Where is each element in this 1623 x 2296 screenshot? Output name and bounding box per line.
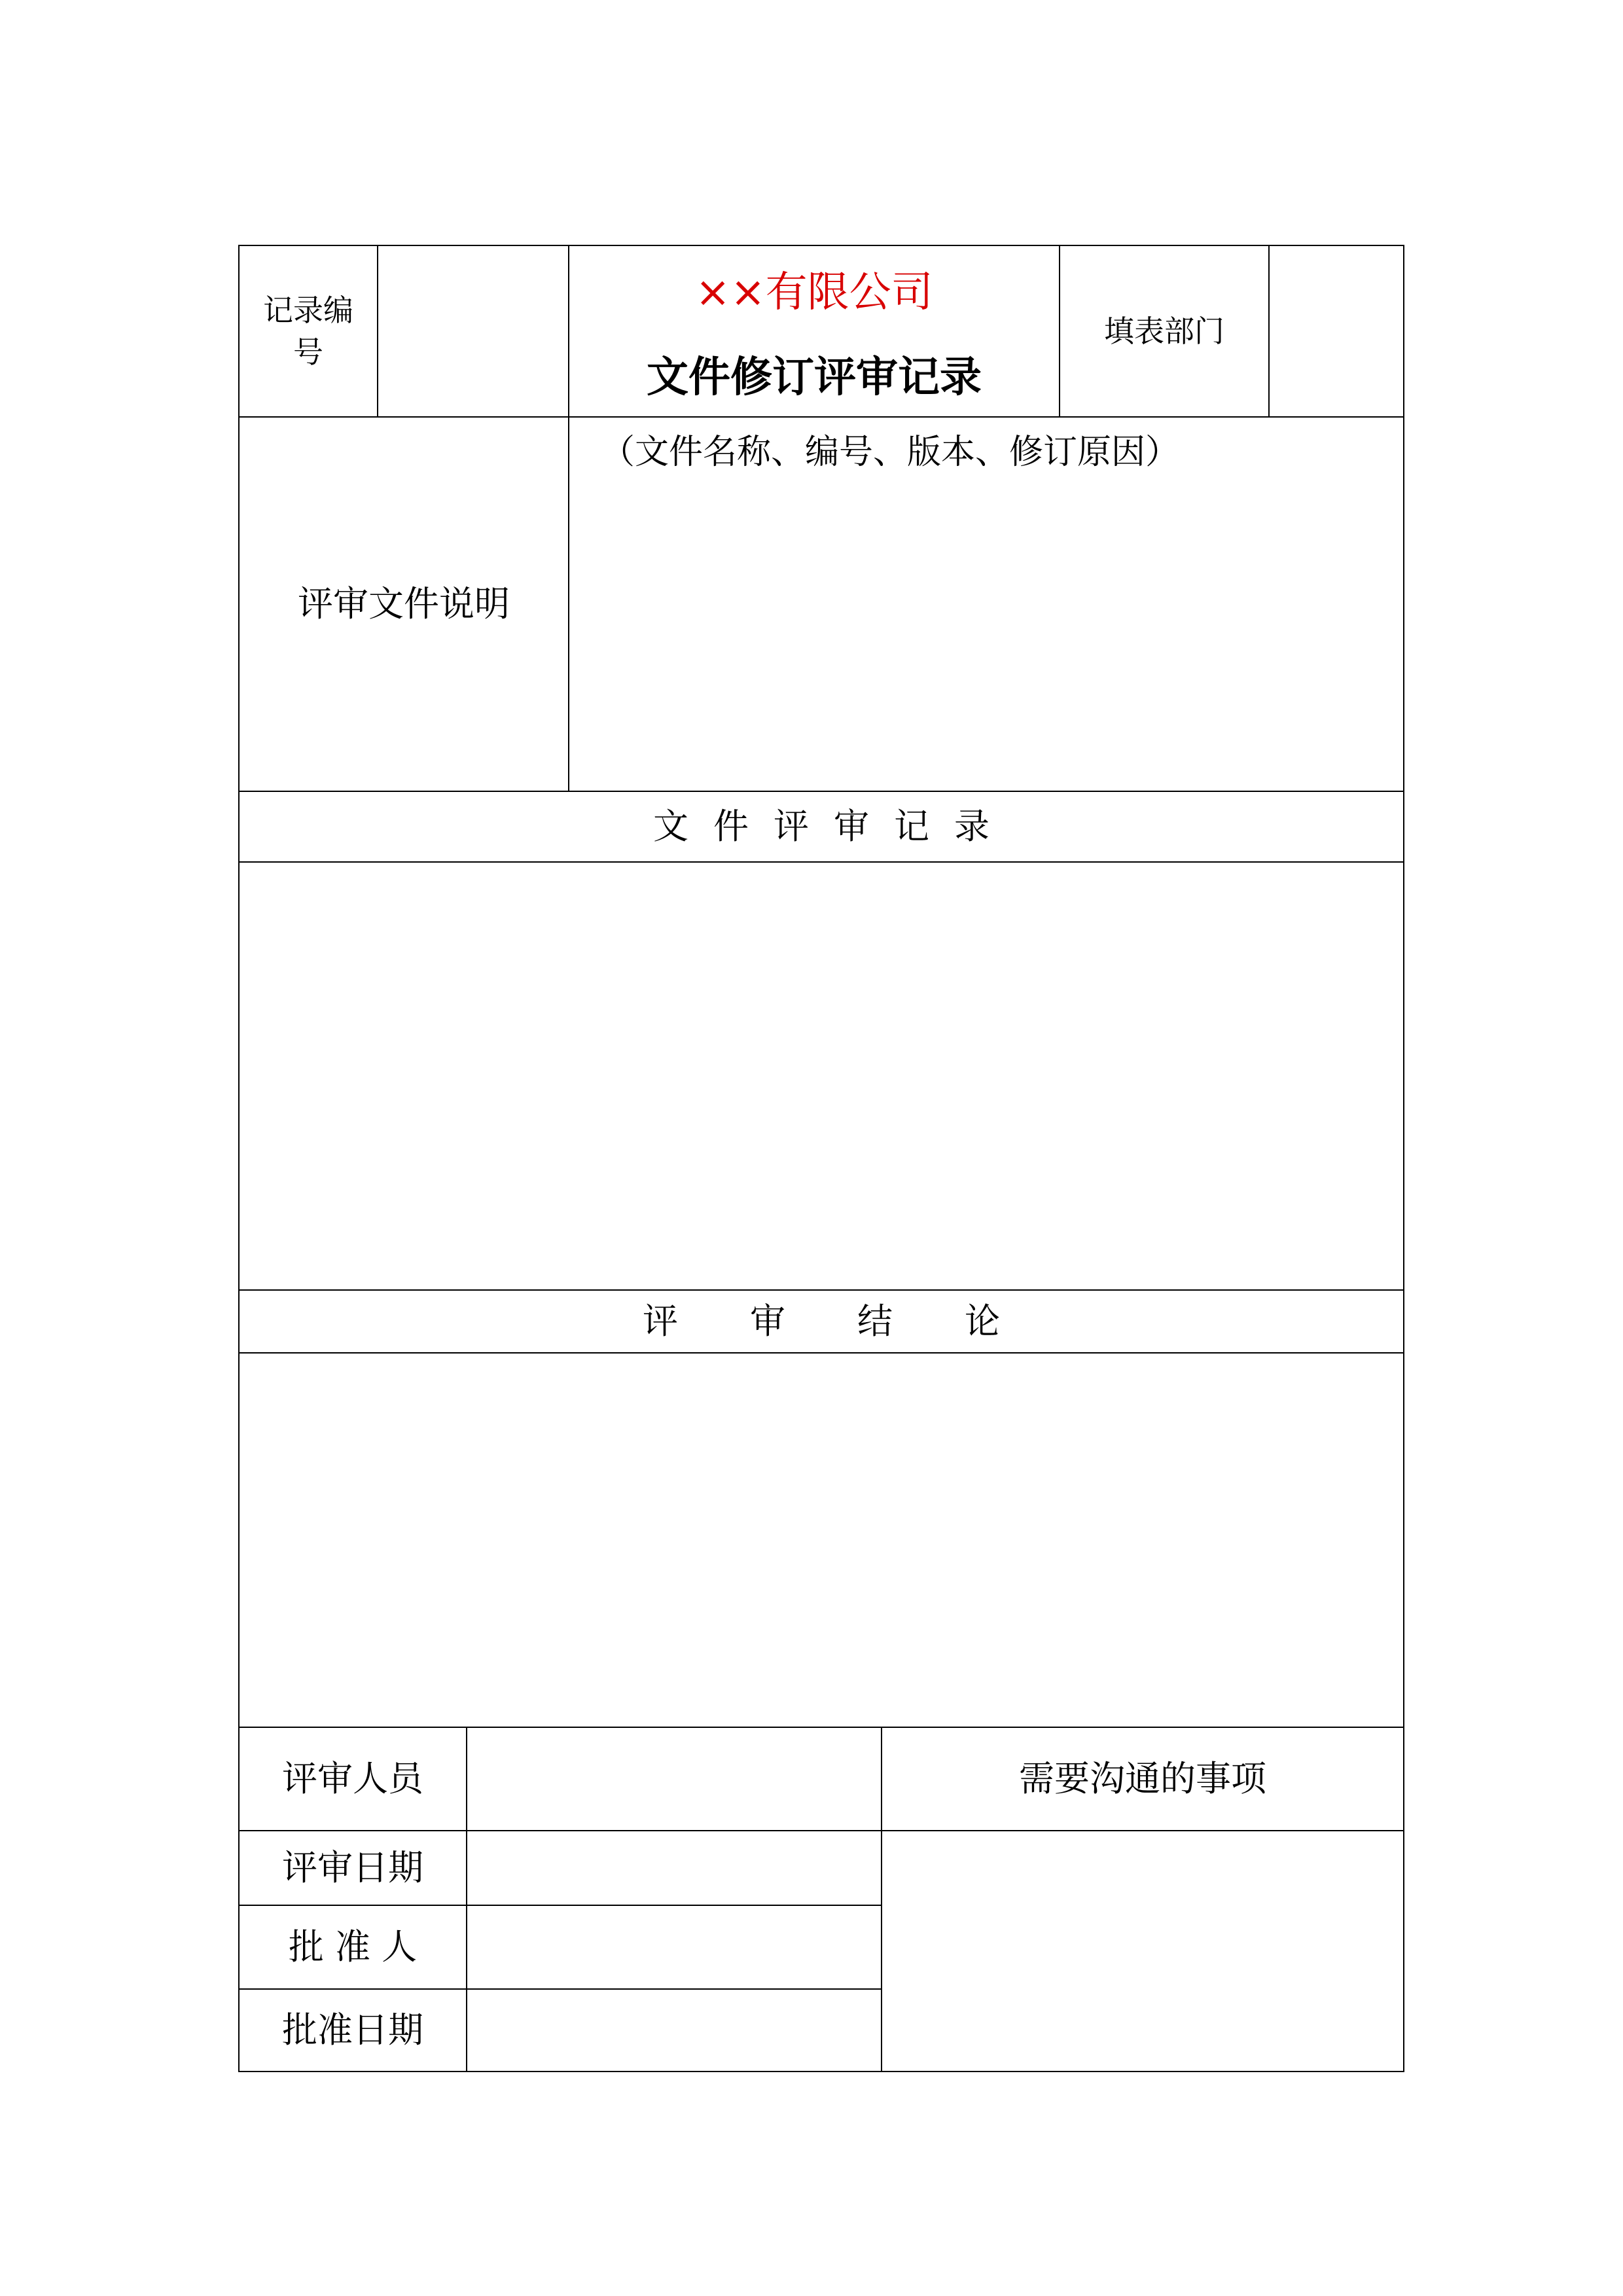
review-date-field[interactable] xyxy=(466,1830,882,1906)
description-label: 评审文件说明 xyxy=(298,583,510,624)
document-title: 文件修订评审记录 xyxy=(647,353,982,402)
conclusion-content-field[interactable] xyxy=(238,1352,1404,1728)
approver-label-cell xyxy=(238,1905,467,1990)
approval-date-field[interactable] xyxy=(466,1988,882,2072)
company-name: ××有限公司 xyxy=(695,268,933,317)
approval-date-label: 批准日期 xyxy=(282,2009,423,2051)
dept-label-cell xyxy=(1059,245,1270,418)
description-label-cell xyxy=(238,416,569,792)
reviewers-label-cell xyxy=(238,1727,467,1831)
conclusion-heading: 评审结论 xyxy=(643,1300,1072,1342)
review-section-heading: 文件评审记录 xyxy=(653,805,1014,847)
description-hint: （文件名称、编号、版本、修订原因） xyxy=(601,433,1180,472)
review-date-label-cell xyxy=(238,1830,467,1906)
reviewers-field[interactable] xyxy=(466,1727,882,1831)
dept-label: 填表部门 xyxy=(1104,313,1224,349)
communication-label: 需要沟通的事项 xyxy=(1019,1757,1266,1799)
review-content-field[interactable] xyxy=(238,861,1404,1291)
approval-date-label-cell xyxy=(238,1988,467,2072)
communication-label-cell xyxy=(881,1727,1404,1831)
dept-field[interactable] xyxy=(1268,245,1404,418)
description-field[interactable] xyxy=(568,416,1404,792)
record-no-label-cell xyxy=(238,245,378,418)
record-no-field[interactable] xyxy=(377,245,569,418)
approver-field[interactable] xyxy=(466,1905,882,1990)
record-no-label: 记录编号 xyxy=(263,292,353,370)
title-cell xyxy=(568,245,1060,418)
review-section-heading-cell xyxy=(238,791,1404,863)
conclusion-heading-cell xyxy=(238,1289,1404,1354)
review-date-label: 评审日期 xyxy=(282,1846,423,1888)
reviewers-label: 评审人员 xyxy=(282,1757,423,1799)
communication-content-field[interactable] xyxy=(881,1830,1404,2072)
approver-label: 批 准 人 xyxy=(288,1926,418,1967)
